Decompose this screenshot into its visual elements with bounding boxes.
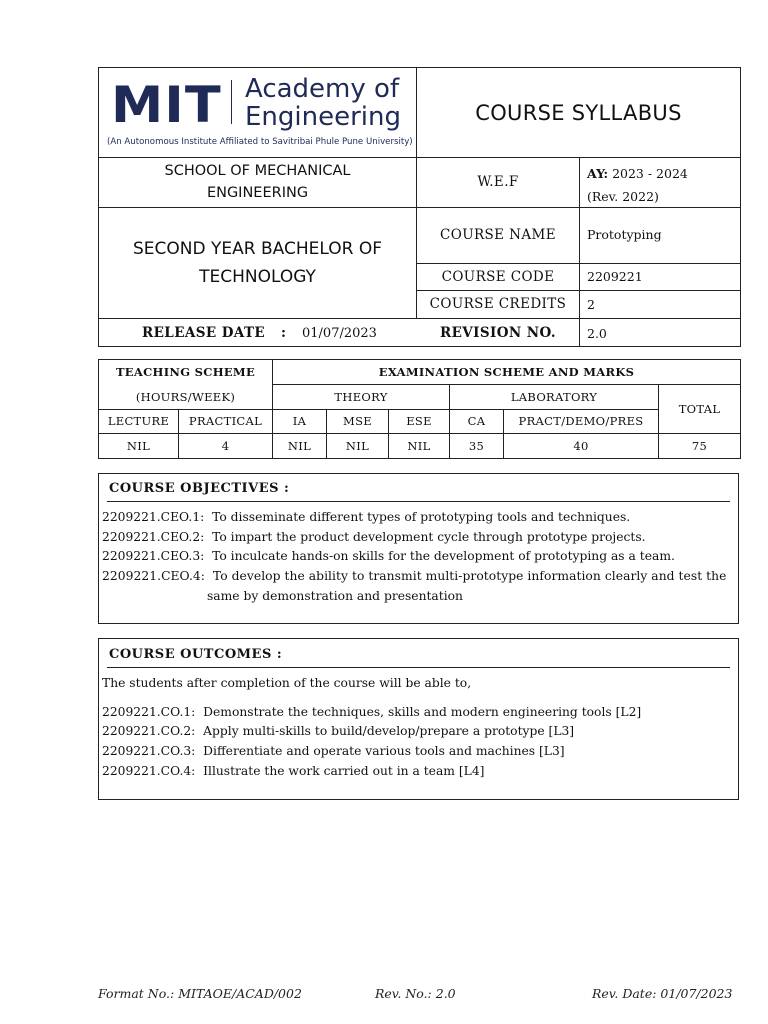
- outcome-text: Illustrate the work carried out in a team [L4]: [203, 764, 485, 778]
- release-date-colon: :: [281, 325, 287, 341]
- rev-note: (Rev. 2022): [587, 189, 659, 204]
- col-ese: ESE: [406, 414, 432, 428]
- theory-header: THEORY: [334, 389, 388, 404]
- course-credits-label: COURSE CREDITS: [429, 296, 567, 312]
- objective-code: 2209221.CEO.4:: [102, 569, 205, 583]
- course-code-value: 2209221: [587, 269, 643, 284]
- course-credits-value: 2: [587, 297, 595, 312]
- val-ia: NIL: [287, 438, 312, 453]
- academic-year: [587, 162, 688, 208]
- col-practical: PRACTICAL: [188, 414, 263, 428]
- objective-item: [102, 569, 726, 583]
- objective-text: To inculcate hands-on skills for the development of prototyping as a team.: [212, 549, 675, 563]
- ay-label: AY:: [587, 166, 609, 181]
- teaching-scheme-sub: (HOURS/WEEK): [135, 389, 236, 404]
- col-lecture: LECTURE: [107, 414, 170, 428]
- outcome-text: Apply multi-skills to build/develop/prepare a prototype [L3]: [203, 724, 575, 738]
- objective-text: To disseminate different types of prototyping tools and techniques.: [212, 510, 631, 524]
- val-lecture: NIL: [126, 438, 151, 453]
- val-pract-demo-pres: 40: [573, 438, 589, 453]
- course-outcomes-box: [98, 638, 739, 800]
- revision-value: 2.0: [587, 326, 607, 341]
- course-name-label: COURSE NAME: [440, 227, 556, 243]
- ay-value: 2023 - 2024: [612, 166, 688, 181]
- syllabus-header-table: [98, 67, 741, 347]
- outcome-text: Differentiate and operate various tools and machines [L3]: [203, 744, 565, 758]
- objective-code: 2209221.CEO.1:: [102, 510, 205, 524]
- course-objectives-box: [98, 473, 739, 624]
- outcome-text: Demonstrate the techniques, skills and modern engineering tools [L2]: [203, 705, 642, 719]
- wef-label: W.E.F: [477, 174, 519, 190]
- footer-format-no: Format No.: MITAOE/ACAD/002: [98, 986, 302, 1001]
- outcome-item: [102, 705, 641, 719]
- outcome-item: [102, 724, 574, 738]
- objective-item: [102, 510, 630, 524]
- exam-scheme-title: EXAMINATION SCHEME AND MARKS: [378, 365, 635, 379]
- outcome-item: [102, 744, 565, 758]
- logo-tagline: (An Autonomous Institute Affiliated to Savitribai Phule Pune University): [107, 137, 413, 147]
- laboratory-header: LABORATORY: [510, 389, 598, 404]
- col-mse: MSE: [343, 414, 372, 428]
- val-practical: 4: [221, 438, 230, 453]
- revision-label: REVISION NO.: [440, 324, 556, 341]
- footer-rev-no: Rev. No.: 2.0: [375, 986, 456, 1001]
- outcome-code: 2209221.CO.1:: [102, 705, 196, 719]
- document-title: COURSE SYLLABUS: [475, 100, 682, 125]
- outcomes-intro: The students after completion of the course will be able to,: [102, 676, 472, 690]
- col-ia: IA: [292, 414, 307, 428]
- outcome-code: 2209221.CO.3:: [102, 744, 196, 758]
- degree-line-1: SECOND YEAR BACHELOR OF: [133, 238, 382, 259]
- val-total: 75: [691, 438, 708, 453]
- school-line-2: ENGINEERING: [206, 185, 309, 201]
- teaching-scheme-title: TEACHING SCHEME: [115, 365, 256, 379]
- outcome-item: [102, 764, 484, 778]
- val-ese: NIL: [407, 438, 431, 453]
- logo-divider: [231, 80, 232, 124]
- course-name-value: Prototyping: [587, 227, 662, 242]
- scheme-table: [98, 359, 741, 459]
- outcomes-title: COURSE OUTCOMES :: [109, 647, 283, 662]
- degree-name: [99, 207, 416, 318]
- val-ca: 35: [468, 438, 485, 453]
- objective-code: 2209221.CEO.3:: [102, 549, 205, 563]
- logo-mit-text: MIT: [111, 76, 222, 134]
- objective-text: To impart the product development cycle through prototype projects.: [212, 530, 646, 544]
- objective-item: [102, 549, 675, 563]
- institute-logo: [107, 74, 413, 154]
- col-ca: CA: [467, 414, 486, 428]
- objective-code: 2209221.CEO.2:: [102, 530, 205, 544]
- total-header: TOTAL: [678, 401, 721, 416]
- outcome-code: 2209221.CO.2:: [102, 724, 196, 738]
- footer-rev-date: Rev. Date: 01/07/2023: [592, 986, 733, 1001]
- col-pract-demo-pres: PRACT/DEMO/PRES: [518, 414, 644, 428]
- objective-item: [102, 530, 646, 544]
- school-name: [99, 157, 416, 207]
- course-code-label: COURSE CODE: [441, 268, 555, 285]
- logo-engineering-text: Engineering: [245, 102, 401, 132]
- objectives-title: COURSE OBJECTIVES :: [109, 481, 290, 496]
- outcome-code: 2209221.CO.4:: [102, 764, 196, 778]
- val-mse: NIL: [345, 438, 370, 453]
- degree-line-2: TECHNOLOGY: [199, 266, 316, 287]
- school-line-1: SCHOOL OF MECHANICAL: [164, 163, 351, 179]
- logo-academy-text: Academy of: [245, 74, 400, 104]
- release-date-value: 01/07/2023: [302, 326, 377, 341]
- objective-text-continued: same by demonstration and presentation: [207, 589, 463, 603]
- objective-text: To develop the ability to transmit multi-prototype information clearly and test the: [212, 569, 727, 583]
- release-date-label: RELEASE DATE: [142, 325, 266, 341]
